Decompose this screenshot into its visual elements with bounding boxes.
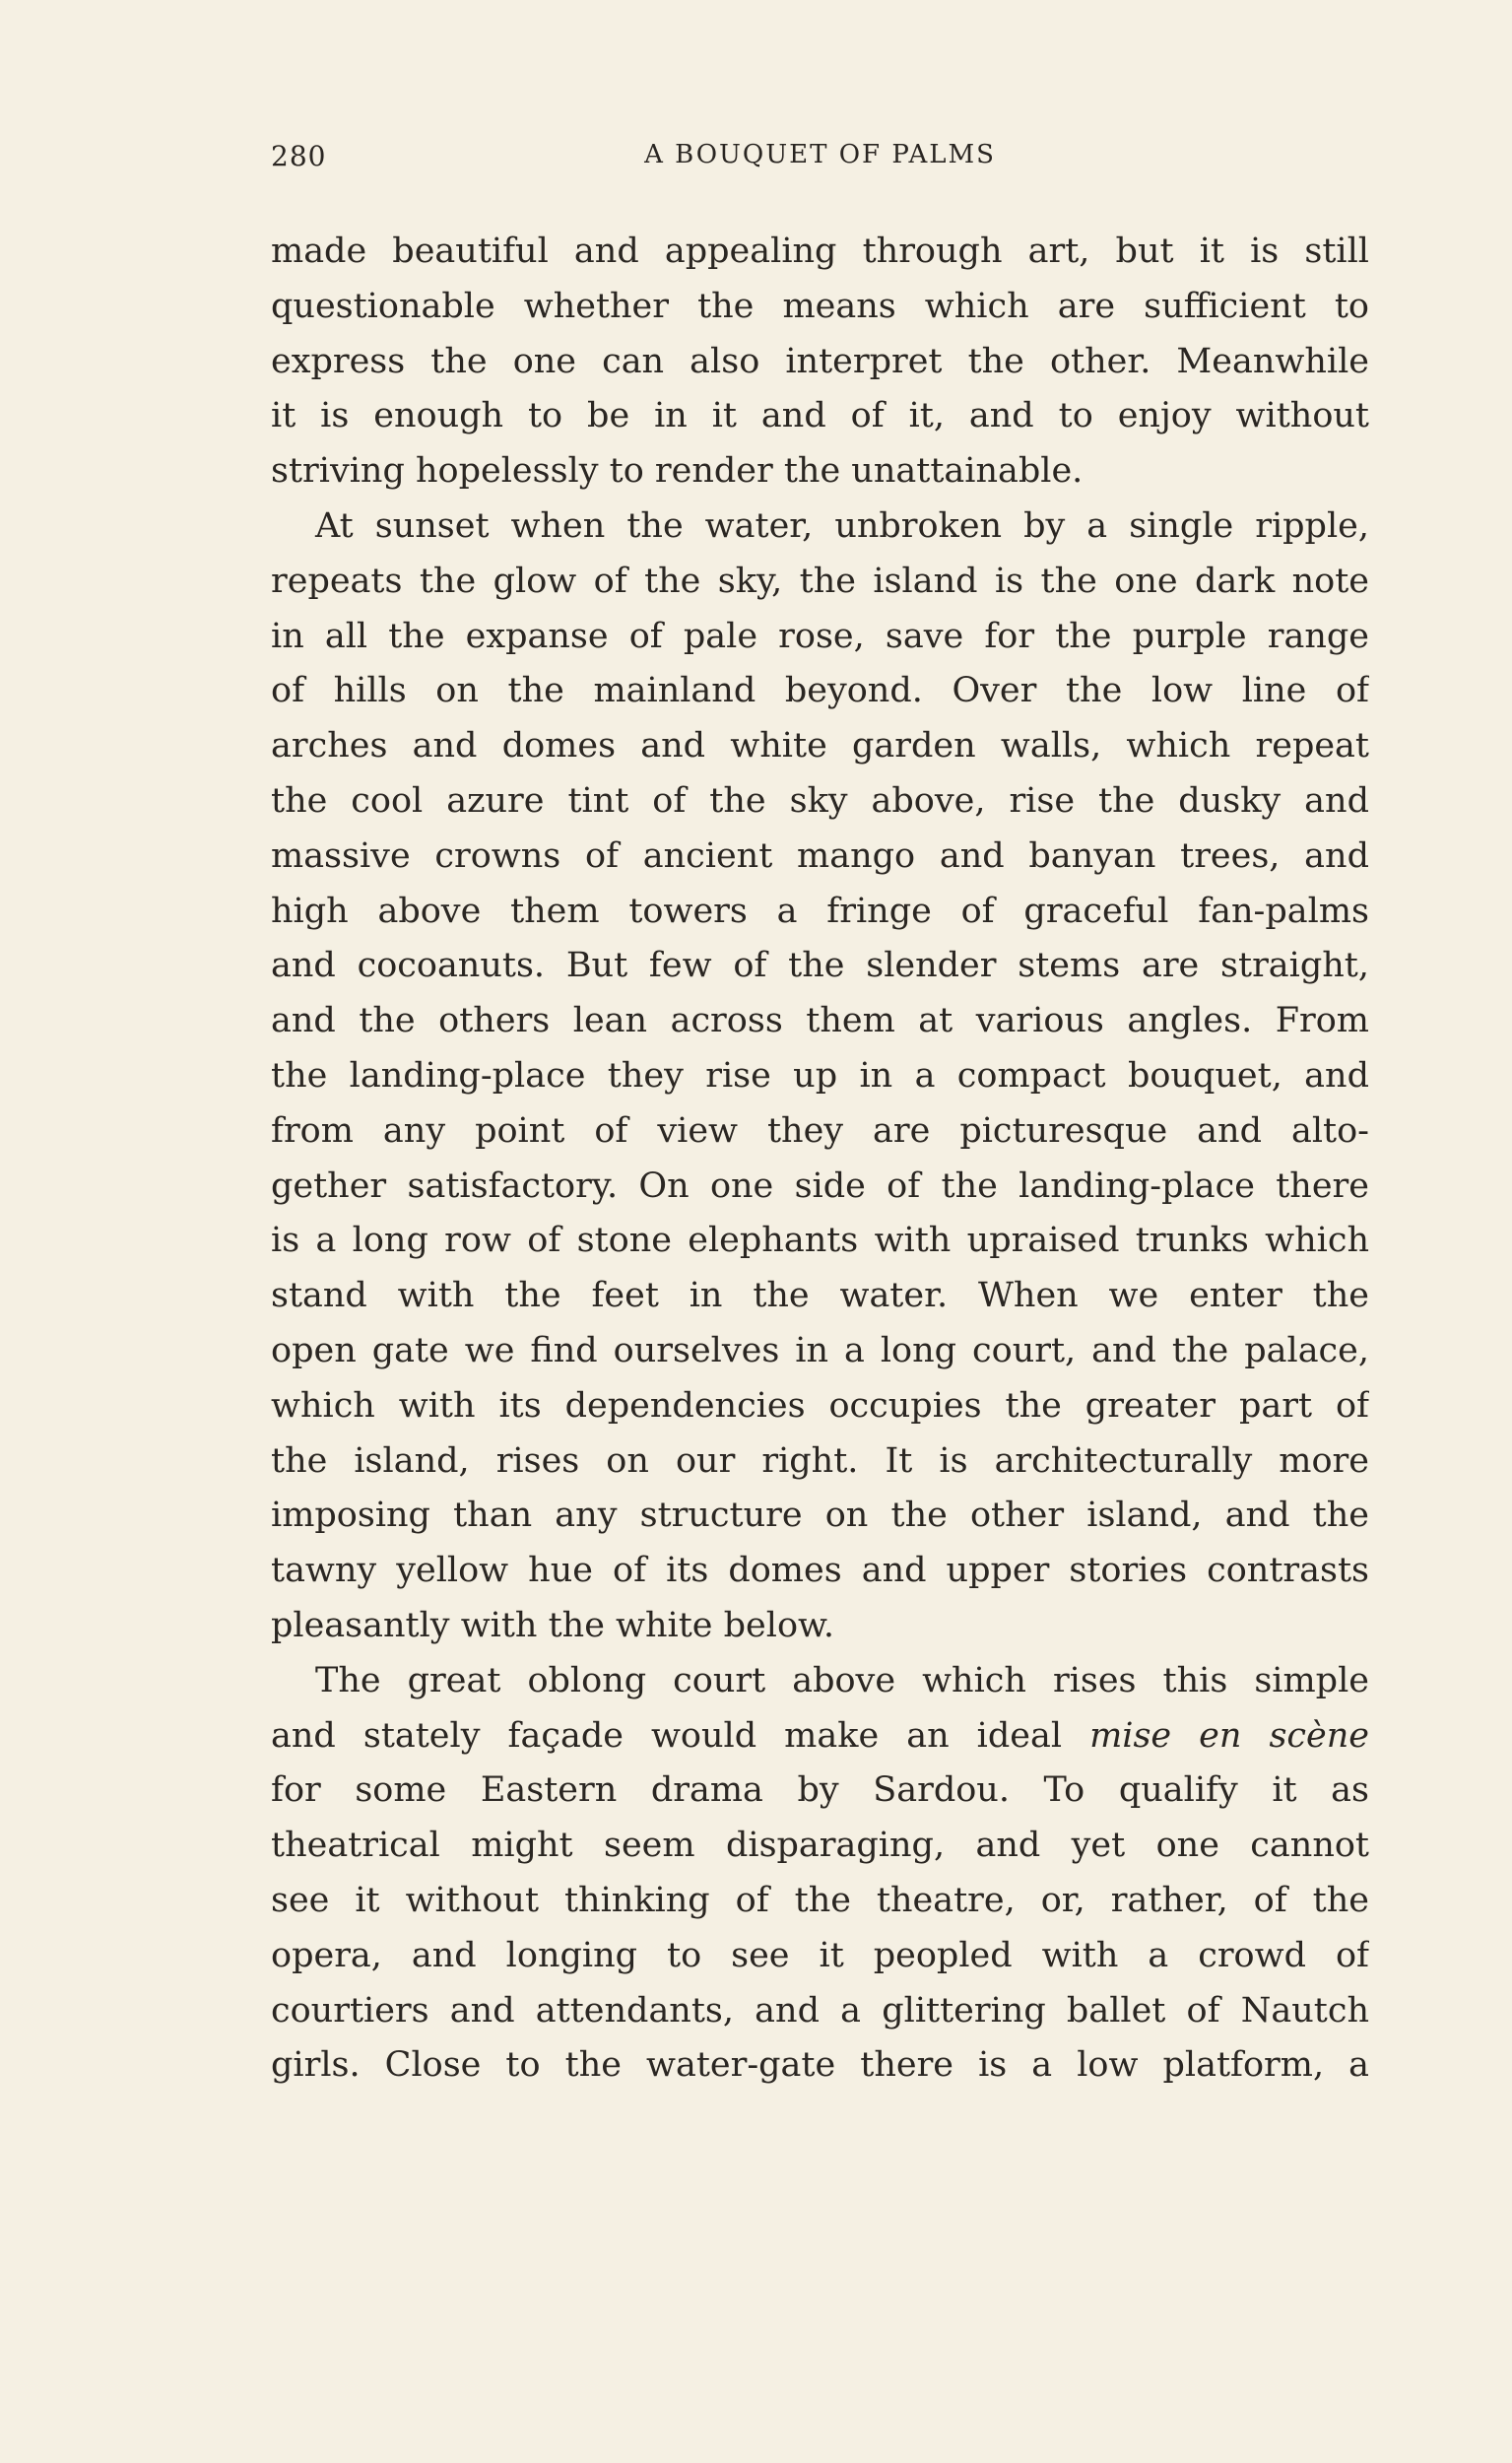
text-line: in all the expanse of pale rose, save for the purple range [271, 616, 1369, 656]
running-head: A BOUQUET OF PALMS [644, 140, 996, 169]
text-line: imposing than any structure on the other island, and the [271, 1496, 1369, 1536]
text-line: questionable whether the means which are sufficient to [271, 286, 1369, 326]
page-number: 280 [271, 140, 327, 172]
text-line: arches and domes and white garden walls, which repeat [271, 726, 1369, 766]
text-span: and stately façade would make an ideal [271, 1715, 1063, 1756]
text-line: the cool azure tint of the sky above, rise the dusky and [271, 780, 1369, 821]
text-line: express the one can also interpret the other. Meanwhile [271, 341, 1369, 381]
body-text [271, 225, 1369, 2094]
text-line: the island, rises on our right. It is architecturally more [271, 1440, 1369, 1481]
text-line: girls. Close to the water-gate there is a low platform, a [271, 2045, 1369, 2086]
text-line: the landing-place they rise up in a compact bouquet, and [271, 1055, 1369, 1096]
text-line: and cocoanuts. But few of the slender stems are straight, [271, 946, 1369, 986]
text-line: it is enough to be in it and of it, and to enjoy without [271, 396, 1369, 436]
text-line: pleasantly with the white below. [271, 1605, 834, 1645]
text-line: stand with the feet in the water. When we enter the [271, 1276, 1369, 1316]
text-line: striving hopelessly to render the unattainable. [271, 451, 1084, 492]
text-line: made beautiful and appealing through art, but it is still [271, 232, 1369, 271]
text-line: from any point of view they are picturesque and alto- [271, 1110, 1369, 1151]
page-header [271, 140, 1369, 183]
text-line: open gate we find ourselves in a long court, and the palace, [271, 1330, 1369, 1370]
text-line: The great oblong court above which rises this simple [315, 1660, 1369, 1700]
text-line: repeats the glow of the sky, the island is the one dark note [271, 561, 1369, 601]
text-line: At sunset when the water, unbroken by a single ripple, [315, 505, 1369, 546]
text-line: for some Eastern drama by Sardou. To qualify it as [271, 1770, 1369, 1811]
text-line: and the others lean across them at various angles. From [271, 1001, 1369, 1041]
text-line: of hills on the mainland beyond. Over the low line of [271, 671, 1369, 711]
text-line: which with its dependencies occupies the greater part of [271, 1385, 1369, 1426]
italic-phrase: mise en scène [1089, 1715, 1369, 1756]
text-line: tawny yellow hue of its domes and upper stories contrasts [271, 1551, 1369, 1591]
text-line: massive crowns of ancient mango and banyan trees, and [271, 835, 1369, 876]
text-line: is a long row of stone elephants with upraised trunks which [271, 1221, 1369, 1261]
text-line-with-italic [271, 1709, 1369, 1764]
text-line: courtiers and attendants, and a glittering ballet of Nautch [271, 1990, 1369, 2030]
text-line: see it without thinking of the theatre, or, rather, of the [271, 1880, 1369, 1920]
text-line: theatrical might seem disparaging, and yet one cannot [271, 1826, 1369, 1866]
text-line: gether satisfactory. On one side of the landing-place there [271, 1165, 1369, 1206]
text-line: high above them towers a fringe of graceful fan-palms [271, 891, 1369, 931]
text-line: opera, and longing to see it peopled with a crowd of [271, 1935, 1369, 1975]
